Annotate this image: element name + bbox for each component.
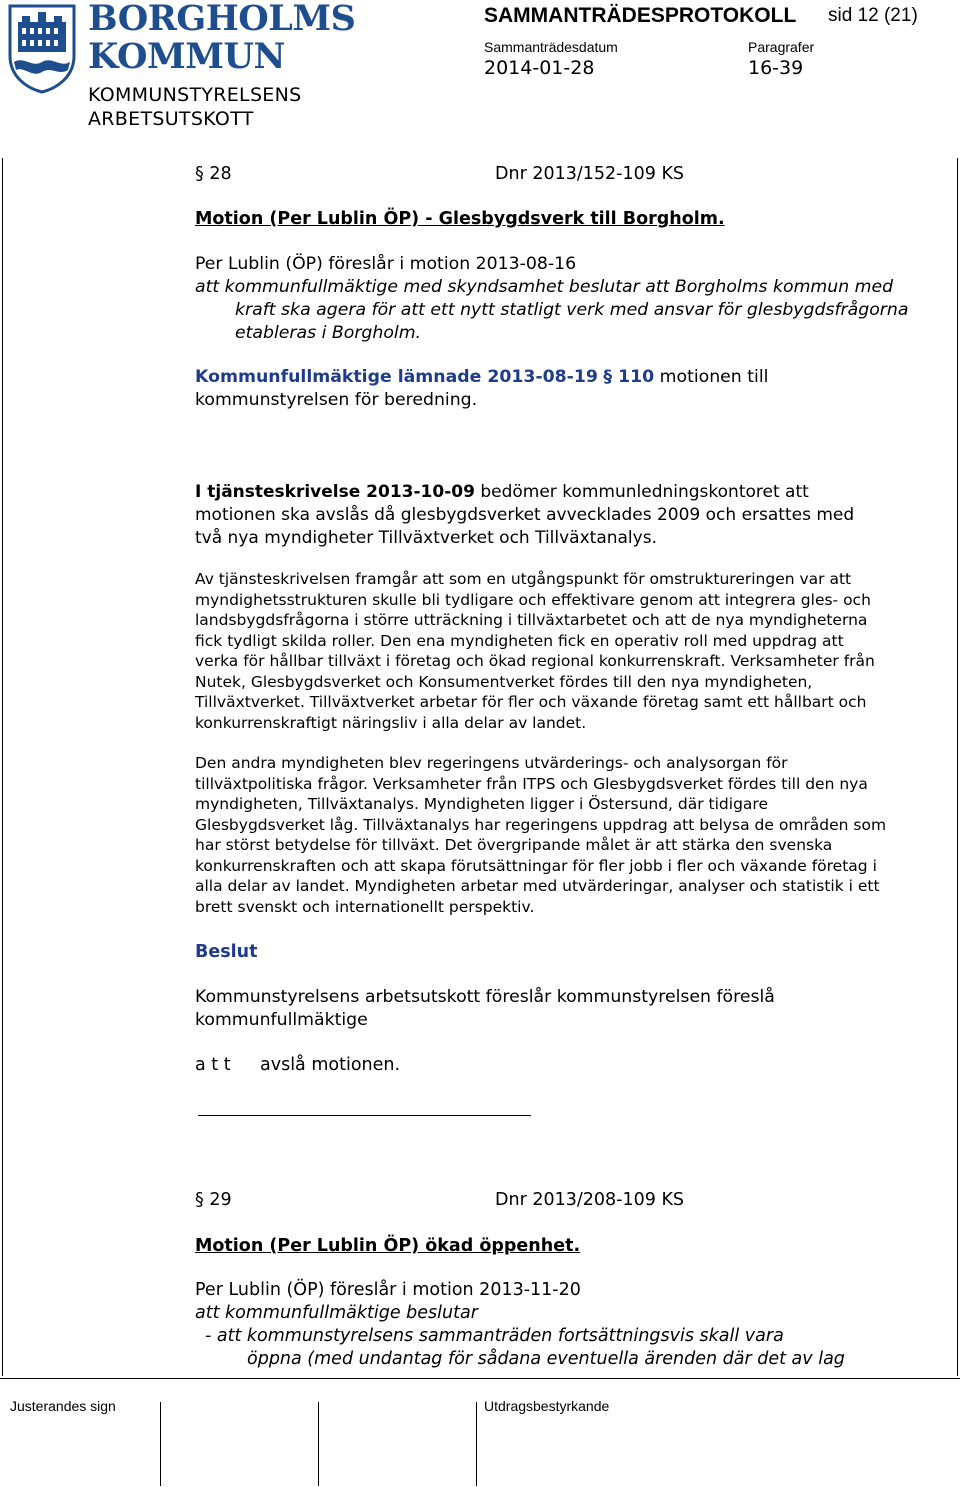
footer-extract-label: Utdragsbestyrkande [484,1398,610,1414]
org-name-line1: BORGHOLMS [88,0,356,39]
section-29-dnr: Dnr 2013/208-109 KS [495,1190,685,1210]
beslut-text: Kommunstyrelsens arbetsutskott föreslår kommunstyrelsen föreslå kommunfullmäktige [195,987,775,1030]
sign-box-2 [318,1402,319,1486]
beslut-att-text: avslå motionen. [260,1055,401,1075]
section-29-bullet-1: - att kommunstyrelsens sammanträden fortsättningsvis skall vara [205,1326,784,1346]
section-28-title: Motion (Per Lublin ÖP) - Glesbygdsverk till Borgholm. [195,209,725,229]
section-number-28: § 28 [195,164,232,184]
date-label: Sammanträdesdatum [484,39,618,55]
section-29-att-line: att kommunfullmäktige beslutar [195,1303,478,1323]
beslut-att-label: a t t [195,1055,231,1075]
paragraphs-value: 16-39 [748,57,804,79]
section-divider [198,1115,531,1116]
section-29-title: Motion (Per Lublin ÖP) ökad öppenhet. [195,1236,581,1256]
sign-box-3 [476,1402,477,1486]
section-28-body-1: Av tjänsteskrivelsen framgår att som en utgångspunkt för omstruktureringen var att myndighetsstrukturen skulle bli tydligare och effektivare genom att integrera gles- och landsbygdsfrågorna i större utträckning i tillväxtarbetet och att de nya myndigheterna fick tydligt skilda roller. Den ena myndigheten fick en operativ roll med uppdrag att verka för hållbar tillväxt i företag och ökad regional konkurrenskraft. Verksamheter från Nutek, Glesbygdsverket och Konsumentverket fördes till den nya myndigheten, Tillväxtverket. Tillväxtverket arbetar för fler och växande företag samt ett hållbart och konkurrenskraftigt näringsliv i alla delar av landet. [195,570,875,732]
protocol-title: SAMMANTRÄDESPROTOKOLL [484,4,797,27]
left-margin-line [2,158,3,1376]
section-28-kf-referral: Kommunfullmäktige lämnade 2013-08-19 § 110 motionen till kommunstyrelsen för beredning. [195,367,769,410]
section-29-bullet-2: öppna (med undantag för sådana eventuella ärenden där det av lag [247,1349,845,1369]
paragraphs-label: Paragrafer [748,39,815,55]
footer-line [0,1378,960,1379]
section-29-intro: Per Lublin (ÖP) föreslår i motion 2013-11-20 [195,1280,581,1300]
date-value: 2014-01-28 [484,57,595,79]
section-28-intro: Per Lublin (ÖP) föreslår i motion 2013-08-16 [195,254,577,274]
section-28-tjansteskrivelse: I tjänsteskrivelse 2013-10-09 bedömer kommunledningskontoret att motionen ska avslås då glesbygdsverket avvecklades 2009 och ersattes med två nya myndigheter Tillväxtverket och Tillväxtanalys. [195,482,855,548]
sign-box-1 [160,1402,161,1486]
org-name-line2: KOMMUN [88,36,285,77]
section-28-motion-text: att kommunfullmäktige med skyndsamhet beslutar att Borgholms kommun med kraft ska agera för att ett nytt statligt verk med ansvar för glesbygdsfrågorna etableras i Borgholm. [195,277,909,343]
committee-name: KOMMUNSTYRELSENS ARBETSUTSKOTT [88,84,302,130]
page-number: sid 12 (21) [828,5,918,26]
footer-sign-label: Justerandes sign [10,1398,116,1414]
municipality-crest-icon [8,4,76,94]
section-28-body-2: Den andra myndigheten blev regeringens utvärderings- och analysorgan för tillväxtpolitiska frågor. Verksamheter från ITPS och Glesbygdsverket fördes till den nya myndigheten, Tillväxtanalys. Myndigheten ligger i Östersund, där tidigare Glesbygdsverket låg. Tillväxtanalys har regeringens uppdrag att belysa de områden som har störst betydelse för tillväxt. Det övergripande målet är att stärka den svenska konkurrenskraften och att skapa förutsättningar för fler jobb i fler och växande företag i alla delar av landet. Myndigheten arbetar med utvärderingar, analyser och statistik i ett brett svenskt och internationellt perspektiv. [195,754,887,916]
right-margin-line [957,158,958,1376]
beslut-heading: Beslut [195,942,258,962]
section-number-29: § 29 [195,1190,232,1210]
section-28-dnr: Dnr 2013/152-109 KS [495,164,685,184]
